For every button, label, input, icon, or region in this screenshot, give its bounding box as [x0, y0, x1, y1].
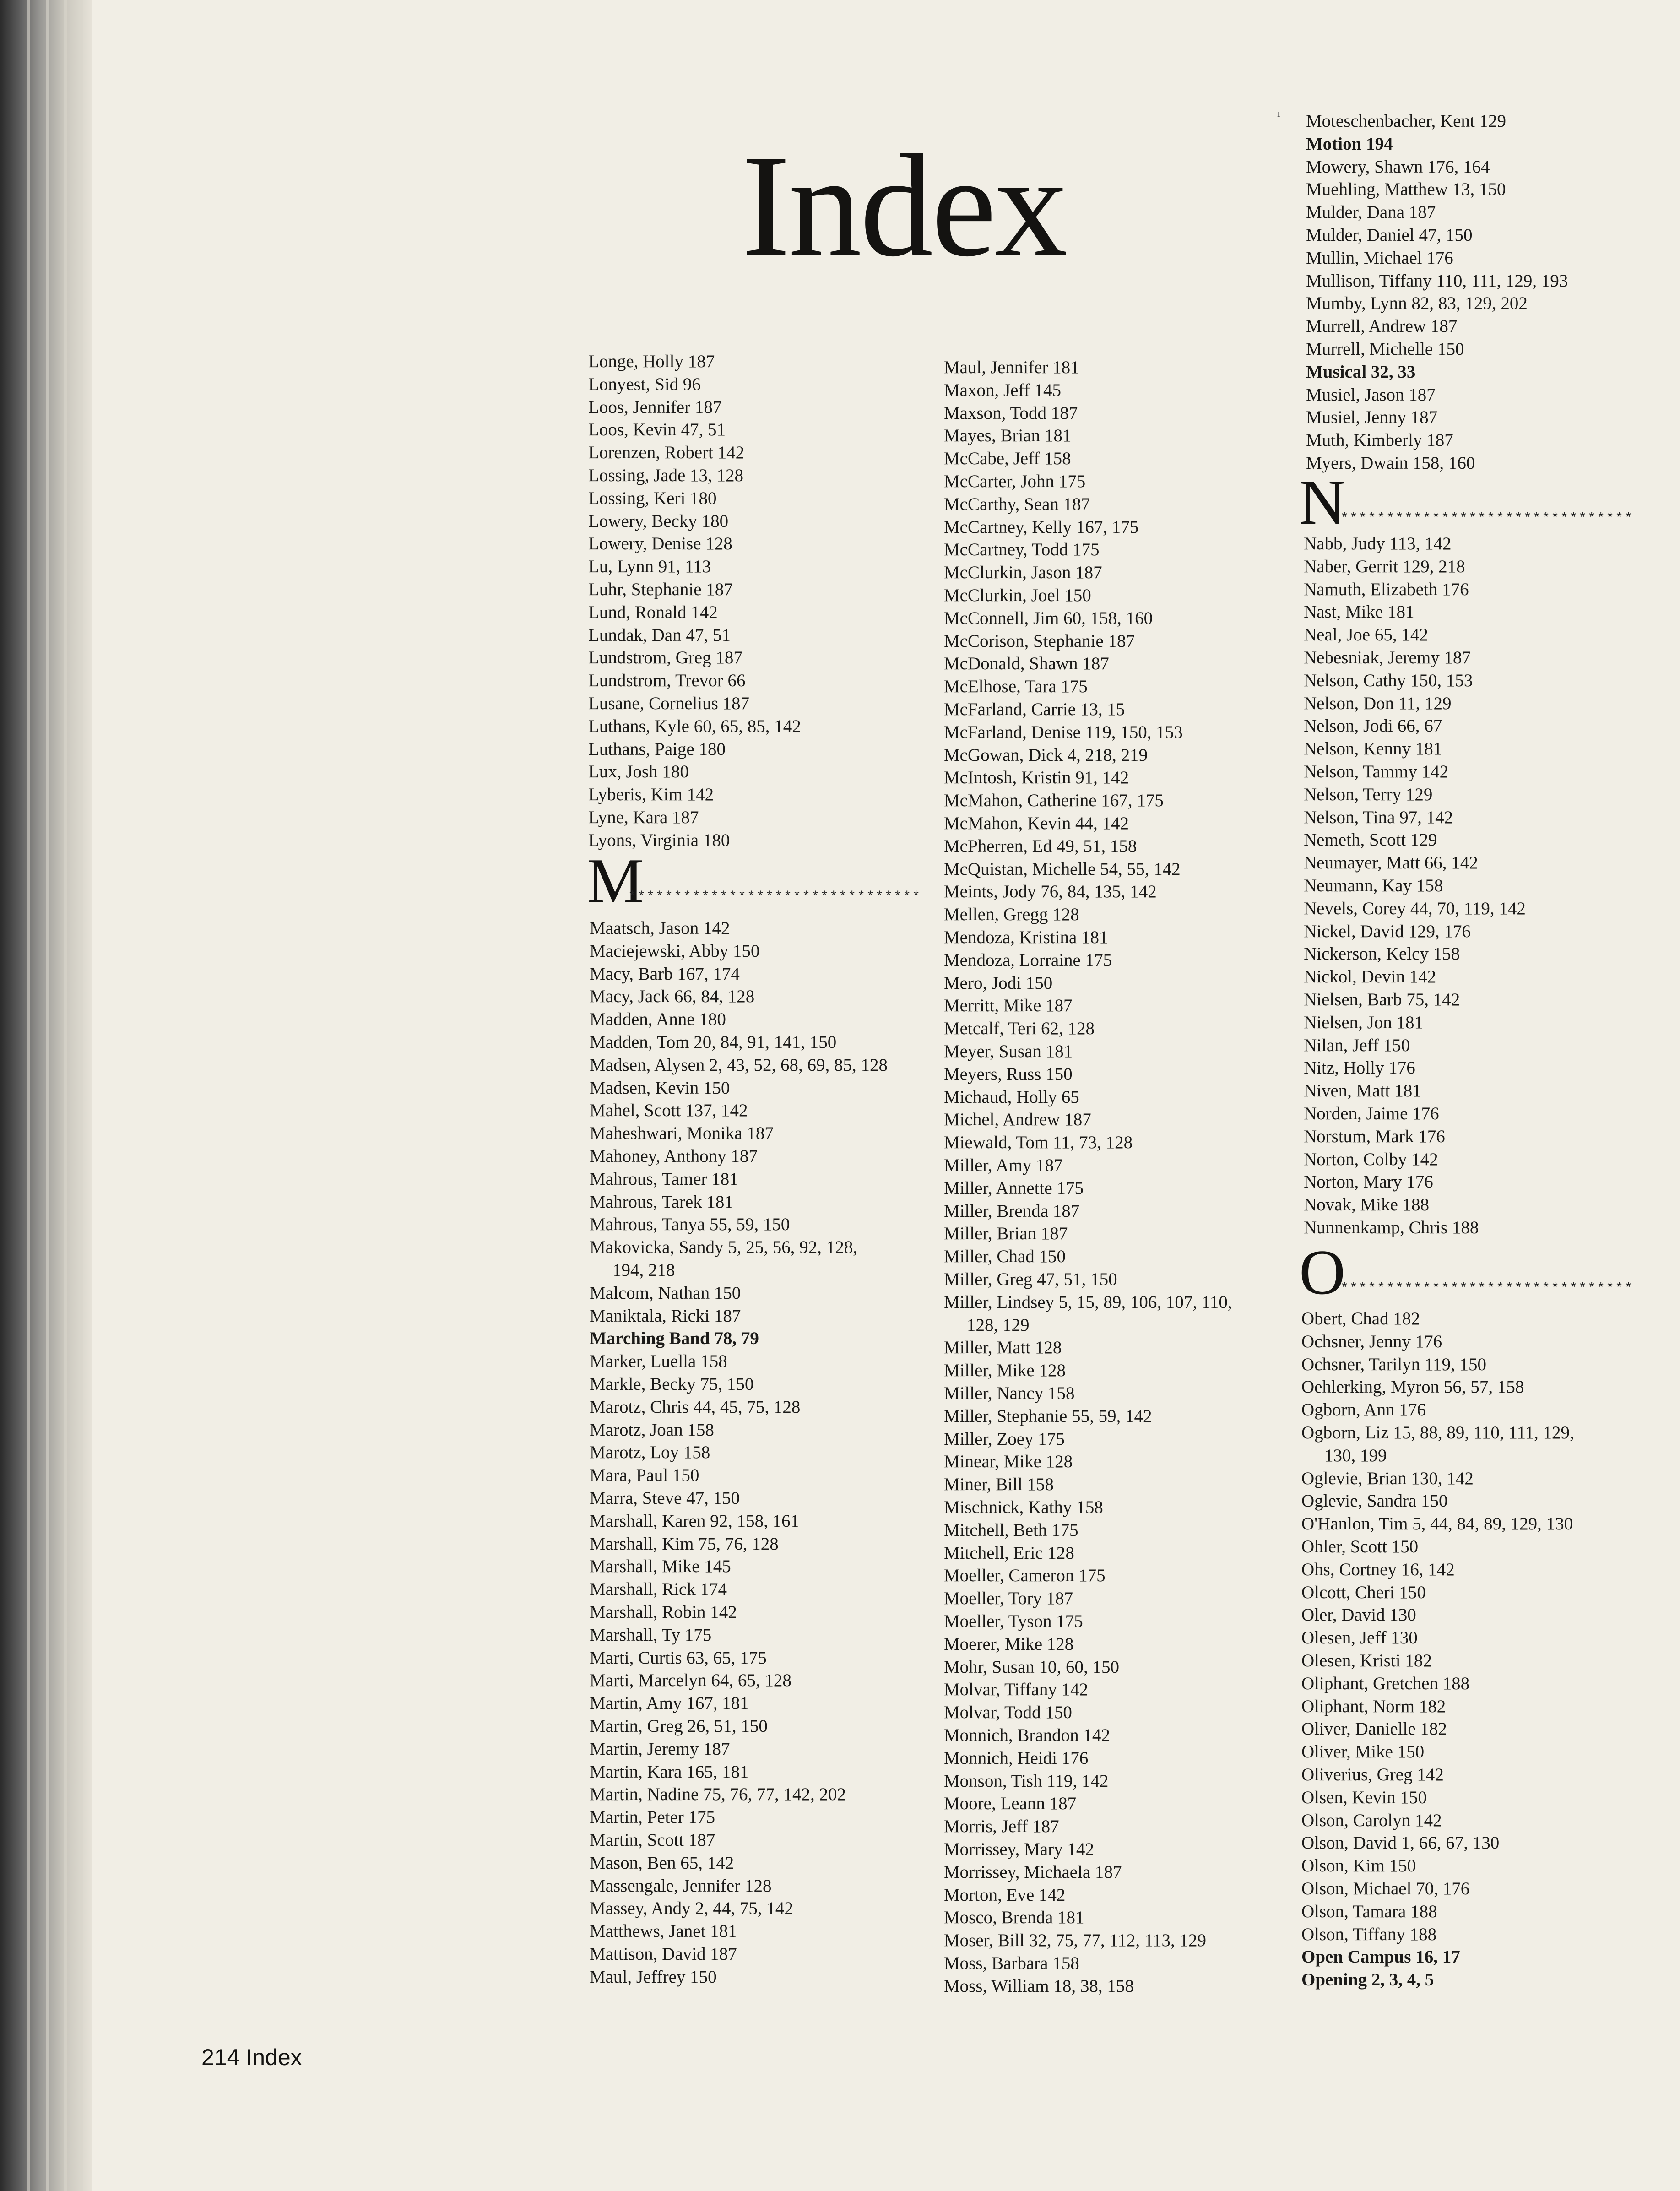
index-entry: Lonyest, Sid 96 — [588, 374, 701, 394]
index-entry: Marshall, Kim 75, 76, 128 — [590, 1534, 779, 1554]
index-entry: McQuistan, Michelle 54, 55, 142 — [944, 859, 1181, 879]
index-entry: Muth, Kimberly 187 — [1306, 430, 1453, 450]
index-entry: Nemeth, Scott 129 — [1304, 830, 1437, 850]
index-entry: Nelson, Cathy 150, 153 — [1304, 670, 1473, 690]
index-entry: Martin, Greg 26, 51, 150 — [590, 1716, 768, 1736]
index-entry: Macy, Jack 66, 84, 128 — [590, 987, 755, 1007]
index-entry: Metcalf, Teri 62, 128 — [944, 1019, 1095, 1039]
index-entry: Musiel, Jason 187 — [1306, 385, 1436, 405]
index-entry: Nelson, Terry 129 — [1304, 784, 1433, 804]
index-entry: Lyne, Kara 187 — [588, 808, 699, 827]
index-entry: Motion 194 — [1306, 134, 1393, 154]
index-entry: Marshall, Rick 174 — [590, 1579, 727, 1600]
index-entry: Markle, Becky 75, 150 — [590, 1374, 754, 1394]
index-entry: Moeller, Tory 187 — [944, 1589, 1073, 1609]
index-entry: Marker, Luella 158 — [590, 1351, 727, 1372]
index-entry: Mumby, Lynn 82, 83, 129, 202 — [1306, 293, 1528, 314]
index-entry: McCartney, Todd 175 — [944, 540, 1100, 560]
index-entry: Neumann, Kay 158 — [1304, 876, 1443, 895]
index-entry: Miller, Mike 128 — [944, 1361, 1066, 1381]
index-entry: Ochsner, Jenny 176 — [1301, 1331, 1442, 1351]
index-entry: Loos, Jennifer 187 — [588, 397, 722, 417]
index-entry: Mahrous, Tarek 181 — [590, 1192, 733, 1212]
index-entry: Monson, Tish 119, 142 — [944, 1771, 1109, 1791]
index-entry: Marching Band 78, 79 — [590, 1329, 759, 1349]
index-entry: Miller, Greg 47, 51, 150 — [944, 1269, 1117, 1289]
index-entry: Maul, Jeffrey 150 — [590, 1967, 717, 1987]
index-entry: Olson, David 1, 66, 67, 130 — [1301, 1833, 1500, 1853]
index-entry: Nelson, Don 11, 129 — [1304, 693, 1452, 713]
index-entry: Olson, Tiffany 188 — [1301, 1924, 1437, 1944]
index-entry: Matthews, Janet 181 — [590, 1921, 737, 1942]
index-entry: Norstum, Mark 176 — [1304, 1126, 1445, 1146]
index-entry: Oehlerking, Myron 56, 57, 158 — [1301, 1377, 1524, 1397]
index-entry: Lundstrom, Greg 187 — [588, 648, 742, 668]
index-entry: Murrell, Andrew 187 — [1306, 316, 1458, 336]
index-entry: Morris, Jeff 187 — [944, 1817, 1059, 1837]
index-entry: Michaud, Holly 65 — [944, 1087, 1079, 1107]
section-divider: ******************************** — [1340, 511, 1634, 526]
index-entry: Lossing, Jade 13, 128 — [588, 466, 744, 485]
index-entry: Miller, Nancy 158 — [944, 1383, 1075, 1403]
index-entry: McIntosh, Kristin 91, 142 — [944, 768, 1129, 788]
index-entry: Miller, Chad 150 — [944, 1247, 1066, 1267]
index-entry: Lundstrom, Trevor 66 — [588, 671, 746, 691]
index-entry: Moeller, Cameron 175 — [944, 1566, 1106, 1586]
index-entry: Lux, Josh 180 — [588, 762, 689, 782]
section-letter-o: O — [1299, 1237, 1346, 1308]
index-entry: Moeller, Tyson 175 — [944, 1611, 1083, 1631]
index-entry: Norden, Jaime 176 — [1304, 1104, 1439, 1123]
index-entry: Madden, Anne 180 — [590, 1009, 726, 1030]
index-entry: Lowery, Denise 128 — [588, 534, 732, 554]
book-binding — [0, 0, 92, 2191]
index-entry: Oliver, Mike 150 — [1301, 1742, 1425, 1762]
index-entry: McPherren, Ed 49, 51, 158 — [944, 836, 1137, 856]
index-entry: McMahon, Catherine 167, 175 — [944, 791, 1164, 811]
index-entry: Ohler, Scott 150 — [1301, 1537, 1419, 1556]
index-entry: Morrissey, Mary 142 — [944, 1839, 1094, 1859]
index-entry: Mendoza, Lorraine 175 — [944, 950, 1112, 970]
index-entry: Mulder, Daniel 47, 150 — [1306, 225, 1473, 245]
index-entry: Miller, Brenda 187 — [944, 1201, 1080, 1221]
index-entry: Oliverius, Greg 142 — [1301, 1765, 1444, 1784]
index-entry: Marotz, Loy 158 — [590, 1443, 710, 1463]
index-entry: Lu, Lynn 91, 113 — [588, 557, 711, 577]
index-entry: Meyers, Russ 150 — [944, 1064, 1073, 1084]
page-title: Index — [742, 125, 1066, 287]
index-entry: 128, 129 — [967, 1315, 1030, 1335]
index-entry: Mahrous, Tanya 55, 59, 150 — [590, 1215, 790, 1235]
index-entry: Obert, Chad 182 — [1301, 1309, 1420, 1329]
index-entry: Miller, Matt 128 — [944, 1338, 1062, 1358]
index-entry: Mendoza, Kristina 181 — [944, 927, 1108, 947]
index-entry: Olson, Michael 70, 176 — [1301, 1879, 1470, 1898]
index-entry: Miller, Lindsey 5, 15, 89, 106, 107, 110, — [944, 1292, 1232, 1312]
index-entry: Marshall, Robin 142 — [590, 1602, 737, 1622]
index-entry: Monnich, Brandon 142 — [944, 1725, 1110, 1745]
index-entry: Lusane, Cornelius 187 — [588, 694, 750, 713]
index-entry: O'Hanlon, Tim 5, 44, 84, 89, 129, 130 — [1301, 1514, 1573, 1534]
index-entry: Miewald, Tom 11, 73, 128 — [944, 1133, 1133, 1153]
index-entry: Maniktala, Ricki 187 — [590, 1306, 741, 1326]
index-entry: Nilan, Jeff 150 — [1304, 1035, 1410, 1055]
index-entry: McCartney, Kelly 167, 175 — [944, 517, 1139, 537]
index-entry: Lowery, Becky 180 — [588, 511, 729, 531]
index-entry: Nielsen, Jon 181 — [1304, 1012, 1424, 1032]
index-entry: Massengale, Jennifer 128 — [590, 1876, 772, 1896]
index-entry: Naber, Gerrit 129, 218 — [1304, 556, 1465, 576]
index-entry: Olcott, Cheri 150 — [1301, 1582, 1426, 1602]
index-entry: Olson, Carolyn 142 — [1301, 1810, 1442, 1830]
index-entry: Mitchell, Eric 128 — [944, 1543, 1074, 1563]
index-entry: McMahon, Kevin 44, 142 — [944, 813, 1129, 833]
index-entry: Marti, Marcelyn 64, 65, 128 — [590, 1670, 791, 1691]
index-entry: Olsen, Kevin 150 — [1301, 1787, 1427, 1807]
index-entry: Miller, Amy 187 — [944, 1155, 1063, 1175]
index-entry: Martin, Kara 165, 181 — [590, 1762, 749, 1782]
index-entry: Loos, Kevin 47, 51 — [588, 420, 726, 440]
index-entry: McElhose, Tara 175 — [944, 677, 1088, 697]
index-entry: Olesen, Jeff 130 — [1301, 1628, 1418, 1648]
index-entry: Nelson, Tammy 142 — [1304, 762, 1449, 781]
index-entry: Nebesniak, Jeremy 187 — [1304, 648, 1471, 667]
index-entry: Marotz, Joan 158 — [590, 1420, 714, 1440]
index-entry: 194, 218 — [612, 1260, 675, 1280]
index-entry: Luhr, Stephanie 187 — [588, 580, 733, 599]
index-entry: Moore, Leann 187 — [944, 1794, 1077, 1814]
index-entry: McClurkin, Joel 150 — [944, 586, 1091, 605]
index-entry: Michel, Andrew 187 — [944, 1110, 1091, 1130]
index-entry: Meints, Jody 76, 84, 135, 142 — [944, 882, 1157, 902]
index-entry: Myers, Dwain 158, 160 — [1306, 453, 1475, 473]
index-entry: Mullin, Michael 176 — [1306, 248, 1453, 268]
index-entry: Mayes, Brian 181 — [944, 426, 1072, 446]
index-entry: 130, 199 — [1324, 1445, 1387, 1465]
section-divider: ******************************** — [628, 889, 921, 905]
index-entry: Monnich, Heidi 176 — [944, 1748, 1089, 1768]
index-entry: Ogborn, Ann 176 — [1301, 1400, 1426, 1420]
index-entry: Maatsch, Jason 142 — [590, 918, 730, 938]
index-entry: Nevels, Corey 44, 70, 119, 142 — [1304, 898, 1526, 918]
index-entry: Miller, Stephanie 55, 59, 142 — [944, 1406, 1152, 1426]
index-entry: Nelson, Kenny 181 — [1304, 739, 1442, 759]
index-entry: Miner, Bill 158 — [944, 1475, 1054, 1495]
index-entry: Longe, Holly 187 — [588, 352, 715, 371]
index-entry: Opening 2, 3, 4, 5 — [1301, 1970, 1434, 1990]
page-footer: 214 Index — [201, 2045, 302, 2070]
index-entry: McCabe, Jeff 158 — [944, 449, 1071, 469]
index-entry: Madsen, Kevin 150 — [590, 1078, 730, 1098]
index-entry: Mulder, Dana 187 — [1306, 202, 1436, 222]
index-entry: Massey, Andy 2, 44, 75, 142 — [590, 1898, 793, 1919]
index-entry: Lyons, Virginia 180 — [588, 830, 730, 850]
index-entry: Neal, Joe 65, 142 — [1304, 625, 1428, 645]
index-entry: Oglevie, Brian 130, 142 — [1301, 1468, 1474, 1488]
index-entry: Mohr, Susan 10, 60, 150 — [944, 1657, 1120, 1677]
index-entry: McCorison, Stephanie 187 — [944, 631, 1135, 651]
index-entry: Lundak, Dan 47, 51 — [588, 625, 731, 645]
index-entry: Moser, Bill 32, 75, 77, 112, 113, 129 — [944, 1931, 1206, 1951]
section-letter-n: N — [1299, 467, 1346, 538]
index-entry: Moerer, Mike 128 — [944, 1634, 1074, 1654]
index-entry: Namuth, Elizabeth 176 — [1304, 579, 1469, 599]
index-entry: Maxon, Jeff 145 — [944, 380, 1061, 400]
index-entry: Miller, Brian 187 — [944, 1224, 1068, 1244]
index-entry: Nitz, Holly 176 — [1304, 1058, 1415, 1078]
index-entry: Mellen, Gregg 128 — [944, 905, 1079, 925]
index-entry: Luthans, Kyle 60, 65, 85, 142 — [588, 716, 801, 736]
index-entry: Oler, David 130 — [1301, 1605, 1416, 1625]
index-entry: Maciejewski, Abby 150 — [590, 941, 760, 961]
index-entry: Madsen, Alysen 2, 43, 52, 68, 69, 85, 128 — [590, 1055, 888, 1075]
index-entry: Musiel, Jenny 187 — [1306, 407, 1438, 428]
index-entry: Merritt, Mike 187 — [944, 996, 1073, 1016]
index-entry: McConnell, Jim 60, 158, 160 — [944, 608, 1153, 628]
index-entry: Mero, Jodi 150 — [944, 973, 1053, 993]
index-entry: Mullison, Tiffany 110, 111, 129, 193 — [1306, 271, 1568, 291]
index-entry: Malcom, Nathan 150 — [590, 1283, 741, 1303]
index-entry: Oliver, Danielle 182 — [1301, 1719, 1447, 1739]
index-entry: Maul, Jennifer 181 — [944, 358, 1079, 377]
index-entry: Marotz, Chris 44, 45, 75, 128 — [590, 1397, 801, 1417]
index-entry: McFarland, Carrie 13, 15 — [944, 700, 1125, 719]
index-entry: Nickel, David 129, 176 — [1304, 921, 1471, 941]
index-entry: Moss, Barbara 158 — [944, 1953, 1079, 1973]
index-entry: Lund, Ronald 142 — [588, 602, 718, 622]
index-entry: Novak, Mike 188 — [1304, 1195, 1430, 1215]
index-entry: Nelson, Tina 97, 142 — [1304, 807, 1453, 827]
index-entry: Molvar, Tiffany 142 — [944, 1680, 1089, 1700]
section-divider: ******************************** — [1340, 1281, 1634, 1296]
index-entry: McClurkin, Jason 187 — [944, 563, 1102, 583]
index-entry: Oglevie, Sandra 150 — [1301, 1491, 1448, 1511]
index-entry: Moss, William 18, 38, 158 — [944, 1976, 1134, 1996]
index-entry: Nelson, Jodi 66, 67 — [1304, 716, 1442, 736]
index-entry: McCarter, John 175 — [944, 472, 1086, 491]
index-entry: Mason, Ben 65, 142 — [590, 1853, 734, 1873]
index-entry: Marshall, Karen 92, 158, 161 — [590, 1511, 800, 1531]
index-entry: Murrell, Michelle 150 — [1306, 339, 1464, 359]
index-entry: Ogborn, Liz 15, 88, 89, 110, 111, 129, — [1301, 1423, 1574, 1443]
index-entry: McDonald, Shawn 187 — [944, 654, 1109, 674]
index-entry: Nickerson, Kelcy 158 — [1304, 944, 1460, 964]
index-entry: Muehling, Matthew 13, 150 — [1306, 179, 1506, 200]
index-entry: Luthans, Paige 180 — [588, 739, 726, 759]
index-entry: McGowan, Dick 4, 218, 219 — [944, 745, 1148, 765]
index-entry: Mara, Paul 150 — [590, 1465, 699, 1486]
index-entry: Mosco, Brenda 181 — [944, 1908, 1084, 1928]
index-entry: Nunnenkamp, Chris 188 — [1304, 1218, 1479, 1237]
index-entry: Olson, Kim 150 — [1301, 1856, 1416, 1876]
index-entry: Moteschenbacher, Kent 129 — [1306, 111, 1507, 131]
index-entry: Ochsner, Tarilyn 119, 150 — [1301, 1354, 1487, 1374]
index-entry: Martin, Peter 175 — [590, 1807, 715, 1828]
index-entry: Niven, Matt 181 — [1304, 1081, 1421, 1101]
index-entry: Oliphant, Norm 182 — [1301, 1696, 1446, 1716]
index-entry: Mowery, Shawn 176, 164 — [1306, 157, 1490, 177]
index-entry: Open Campus 16, 17 — [1301, 1947, 1460, 1967]
index-entry: Miller, Zoey 175 — [944, 1429, 1065, 1449]
section-letter-m: M — [587, 846, 644, 917]
index-entry: Norton, Colby 142 — [1304, 1149, 1438, 1169]
index-entry: Mahoney, Anthony 187 — [590, 1146, 758, 1166]
index-entry: Nielsen, Barb 75, 142 — [1304, 990, 1460, 1009]
index-entry: Marti, Curtis 63, 65, 175 — [590, 1648, 767, 1668]
index-entry: Martin, Nadine 75, 76, 77, 142, 202 — [590, 1784, 846, 1805]
index-entry: Morton, Eve 142 — [944, 1885, 1066, 1905]
index-entry: Miller, Annette 175 — [944, 1178, 1084, 1198]
index-entry: Olson, Tamara 188 — [1301, 1901, 1437, 1921]
index-entry: McCarthy, Sean 187 — [944, 494, 1090, 514]
index-entry: Oliphant, Gretchen 188 — [1301, 1673, 1470, 1693]
index-entry: Nickol, Devin 142 — [1304, 967, 1436, 987]
index-entry: Lyberis, Kim 142 — [588, 785, 714, 805]
index-entry: Mahel, Scott 137, 142 — [590, 1101, 748, 1121]
index-entry: McFarland, Denise 119, 150, 153 — [944, 722, 1183, 742]
index-entry: Olesen, Kristi 182 — [1301, 1651, 1432, 1670]
index-entry: Mahrous, Tamer 181 — [590, 1169, 738, 1189]
index-entry: Lossing, Keri 180 — [588, 488, 717, 508]
index-entry: Norton, Mary 176 — [1304, 1172, 1433, 1192]
index-entry: Madden, Tom 20, 84, 91, 141, 150 — [590, 1032, 837, 1052]
index-entry: Maheshwari, Monika 187 — [590, 1123, 774, 1144]
index-entry: Makovicka, Sandy 5, 25, 56, 92, 128, — [590, 1237, 857, 1258]
index-entry: Nabb, Judy 113, 142 — [1304, 534, 1452, 553]
index-entry: Lorenzen, Robert 142 — [588, 443, 745, 463]
index-entry: Martin, Jeremy 187 — [590, 1739, 730, 1759]
index-entry: Nast, Mike 181 — [1304, 602, 1414, 622]
index-entry: Marra, Steve 47, 150 — [590, 1488, 740, 1508]
index-entry: Maxson, Todd 187 — [944, 403, 1078, 423]
index-entry: Neumayer, Matt 66, 142 — [1304, 853, 1478, 873]
index-entry: Mattison, David 187 — [590, 1944, 737, 1964]
index-entry: Minear, Mike 128 — [944, 1452, 1073, 1472]
index-entry: Martin, Amy 167, 181 — [590, 1693, 749, 1714]
index-entry: Mischnick, Kathy 158 — [944, 1497, 1103, 1517]
index-entry: Marshall, Ty 175 — [590, 1625, 712, 1645]
index-entry: Morrissey, Michaela 187 — [944, 1862, 1122, 1882]
index-entry: Macy, Barb 167, 174 — [590, 964, 740, 984]
index-entry: Marshall, Mike 145 — [590, 1556, 731, 1577]
index-entry: Meyer, Susan 181 — [944, 1041, 1073, 1061]
index-entry: Martin, Scott 187 — [590, 1830, 715, 1850]
index-entry: Molvar, Todd 150 — [944, 1703, 1072, 1723]
index-entry: Ohs, Cortney 16, 142 — [1301, 1559, 1455, 1579]
index-entry: Mitchell, Beth 175 — [944, 1520, 1078, 1540]
index-entry: Musical 32, 33 — [1306, 362, 1416, 382]
